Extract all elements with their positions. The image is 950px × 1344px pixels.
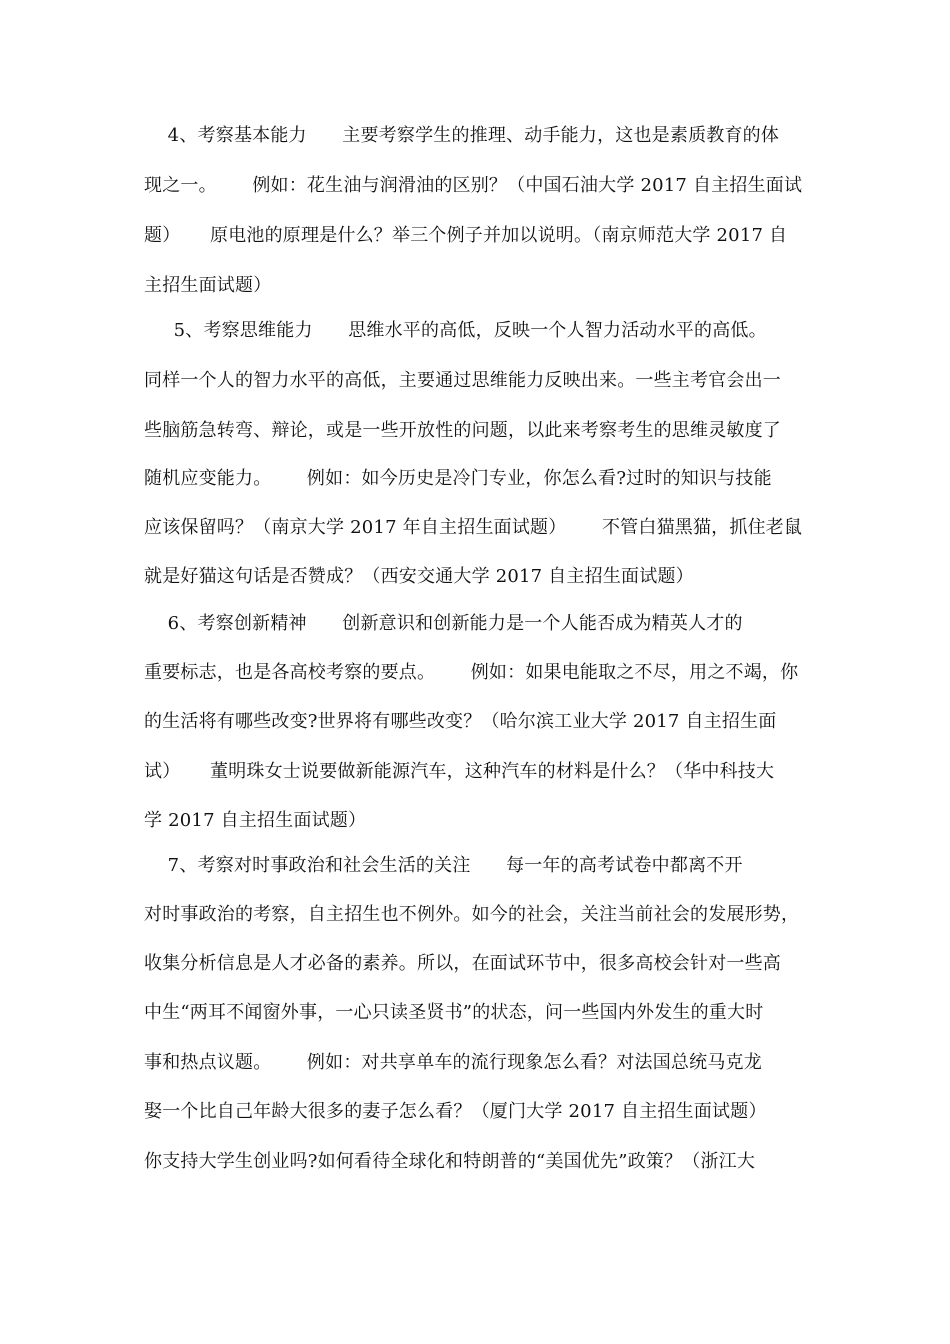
text-line: 娶一个比自己年龄大很多的妻子怎么看？（厦门大学 2017 自主招生面试题） — [144, 1101, 767, 1122]
text-line: 中生“两耳不闻窗外事，一心只读圣贤书”的状态，问一些国内外发生的重大时 — [144, 1002, 764, 1023]
text-line: 些脑筋急转弯、辩论，或是一些开放性的问题，以此来考察考生的思维灵敏度了 — [144, 420, 781, 441]
text-line: 题） 原电池的原理是什么？举三个例子并加以说明。（南京师范大学 2017 自 — [144, 225, 788, 246]
text-line: 重要标志，也是各高校考察的要点。 例如：如果电能取之不尽，用之不竭，你 — [144, 662, 799, 683]
text-line: 应该保留吗？（南京大学 2017 年自主招生面试题） 不管白猫黑猫，抓住老鼠 — [144, 517, 803, 538]
text-line: 你支持大学生创业吗?如何看待全球化和特朗普的“美国优先”政策？（浙江大 — [144, 1151, 756, 1172]
text-line: 7、考察对时事政治和社会生活的关注 每一年的高考试卷中都离不开 — [144, 855, 743, 876]
text-line: 学 2017 自主招生面试题） — [144, 810, 367, 831]
text-line: 收集分析信息是人才必备的素养。所以，在面试环节中，很多高校会针对一些高 — [144, 953, 781, 974]
text-line: 6、考察创新精神 创新意识和创新能力是一个人能否成为精英人才的 — [144, 613, 743, 634]
text-line: 主招生面试题） — [144, 275, 272, 296]
text-line: 4、考察基本能力 主要考察学生的推理、动手能力，这也是素质教育的体 — [144, 125, 780, 146]
text-line: 的生活将有哪些改变?世界将有哪些改变？（哈尔滨工业大学 2017 自主招生面 — [144, 711, 777, 732]
text-line: 事和热点议题。 例如：对共享单车的流行现象怎么看？对法国总统马克龙 — [144, 1052, 762, 1073]
text-line: 试） 董明珠女士说要做新能源汽车，这种汽车的材料是什么？（华中科技大 — [144, 761, 775, 782]
text-line: 对时事政治的考察，自主招生也不例外。如今的社会，关注当前社会的发展形势， — [144, 904, 800, 925]
text-line: 5、考察思维能力 思维水平的高低，反映一个人智力活动水平的高低。 — [144, 320, 767, 341]
text-line: 同样一个人的智力水平的高低，主要通过思维能力反映出来。一些主考官会出一 — [144, 370, 781, 391]
text-line: 就是好猫这句话是否赞成？（西安交通大学 2017 自主招生面试题） — [144, 566, 694, 587]
text-line: 随机应变能力。 例如：如今历史是冷门专业，你怎么看?过时的知识与技能 — [144, 468, 772, 489]
text-line: 现之一。 例如：花生油与润滑油的区别？（中国石油大学 2017 自主招生面试 — [144, 175, 803, 196]
